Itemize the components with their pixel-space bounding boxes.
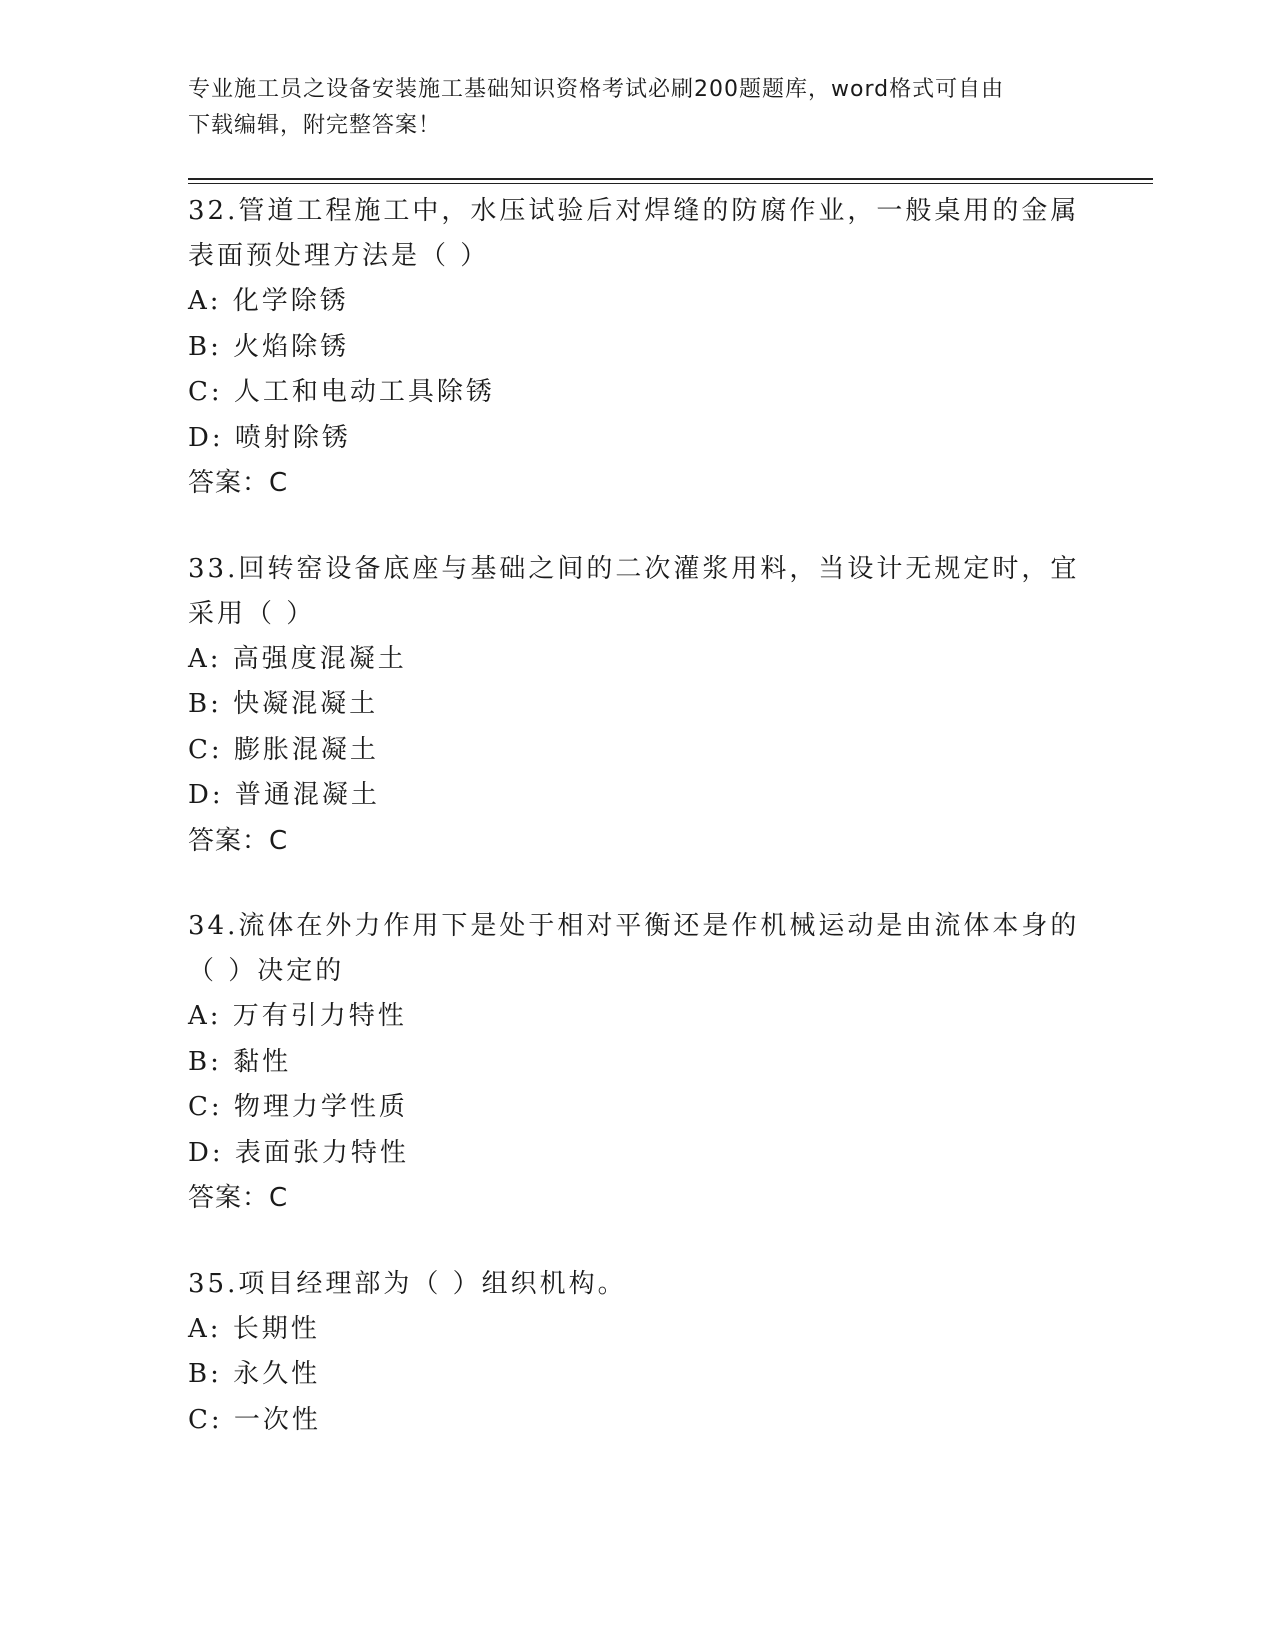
answer-line: 答案：C	[188, 825, 289, 856]
header-divider-thick	[188, 178, 1153, 180]
answer-line: 答案：C	[188, 468, 289, 498]
option-c: C: 膨胀混凝土	[188, 734, 379, 765]
question-stem-line: 表面预处理方法是（ ）	[188, 241, 490, 271]
question-stem-line: 35.项目经理部为（ ）组织机构。	[188, 1268, 627, 1299]
option-a: A: 高强度混凝土	[188, 643, 407, 674]
question-stem-line: （ ）决定的	[188, 956, 345, 986]
question-32	[188, 189, 1088, 507]
question-35	[188, 1262, 1088, 1444]
question-stem-line: 33.回转窑设备底座与基础之间的二次灌浆用料，当设计无规定时，宜	[188, 553, 1080, 584]
question-stem-line: 采用（ ）	[188, 598, 316, 629]
option-d: D: 喷射除锈	[188, 422, 351, 453]
question-34	[188, 904, 1088, 1222]
option-b: B: 火焰除锈	[188, 331, 350, 362]
question-stem	[188, 904, 1088, 994]
question-stem-line: 32.管道工程施工中，水压试验后对焊缝的防腐作业，一般桌用的金属	[188, 196, 1080, 226]
answer-line: 答案：C	[188, 1183, 289, 1213]
question-stem-line: 34.流体在外力作用下是处于相对平衡还是作机械运动是由流体本身的	[188, 911, 1080, 941]
question-stem	[188, 1262, 1088, 1307]
option-a: A: 长期性	[188, 1313, 320, 1344]
question-list	[188, 189, 1088, 1483]
option-d: D: 表面张力特性	[188, 1137, 409, 1168]
question-33	[188, 547, 1088, 865]
option-c: C: 一次性	[188, 1404, 321, 1435]
header-line-1: 专业施工员之设备安装施工基础知识资格考试必刷200题题库，word格式可自由	[188, 77, 1005, 102]
option-c: C: 物理力学性质	[188, 1092, 408, 1122]
header-line-2: 下载编辑，附完整答案！	[188, 113, 442, 138]
question-stem	[188, 189, 1088, 279]
option-a: A: 万有引力特性	[188, 1001, 407, 1031]
option-b: B: 黏性	[188, 1046, 292, 1077]
option-a: A: 化学除锈	[188, 286, 349, 316]
option-d: D: 普通混凝土	[188, 780, 380, 810]
header-divider-thin	[188, 183, 1153, 184]
option-b: B: 永久性	[188, 1359, 321, 1389]
option-b: B: 快凝混凝土	[188, 689, 379, 719]
document-header	[188, 72, 1068, 144]
question-stem	[188, 547, 1088, 637]
option-c: C: 人工和电动工具除锈	[188, 377, 495, 407]
